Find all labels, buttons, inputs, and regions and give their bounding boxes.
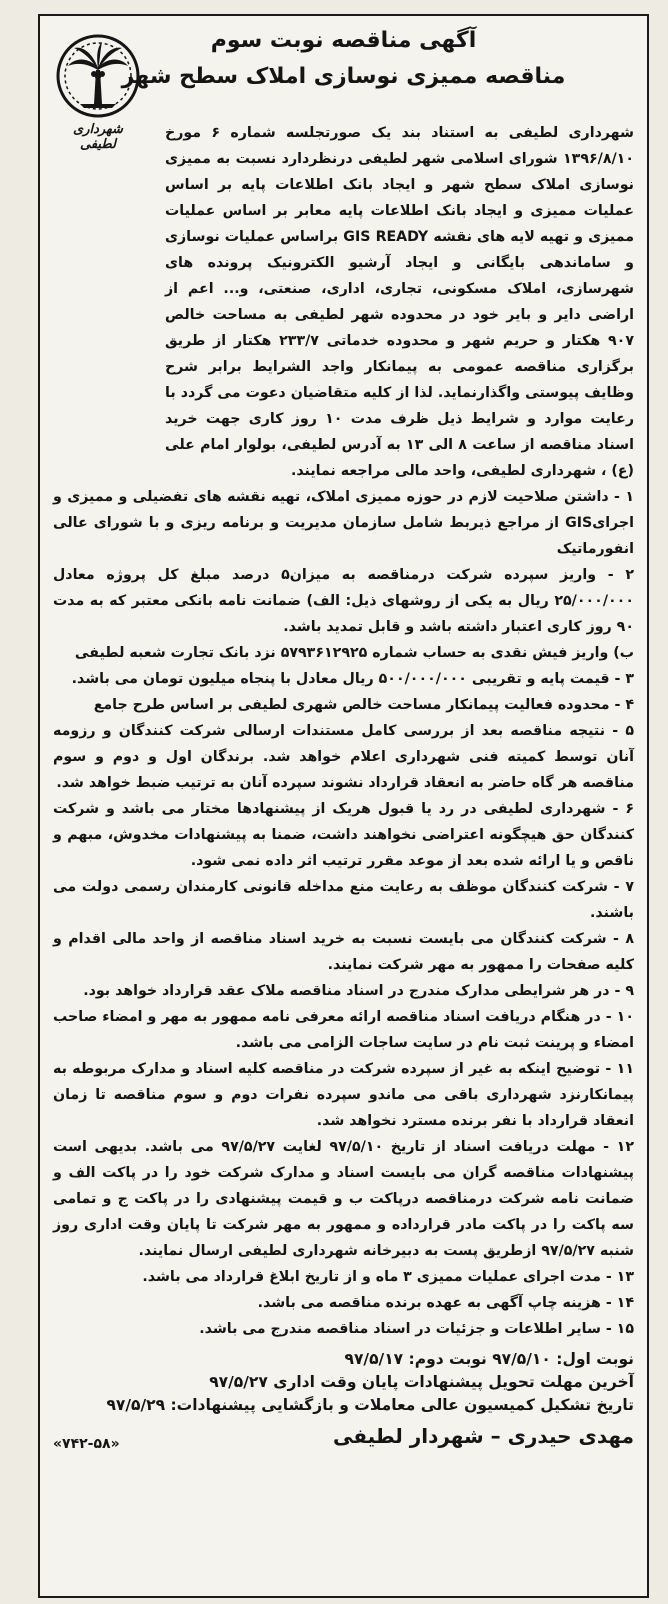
conditions-list: [53, 484, 634, 1342]
notice-title: آگهی مناقصه نوبت سوم: [210, 28, 477, 53]
condition-item: ۹ - در هر شرایطی مدارک مندرج در اسناد مناقصه ملاک عقد قرارداد خواهد بود.: [83, 983, 634, 999]
condition-item: ۱۱ - توضیح اینکه به غیر از سپرده شرکت در مناقصه کلیه اسناد و مدارک مربوطه به پیمانکارنزد شهرداری باقی می ماندو سپرده نفرات دوم و سوم مناقصه تا زمان انعقاد قرارداد با نفر برنده مسترد نخواهد شد.: [53, 1061, 634, 1129]
condition-item: ۶ - شهرداری لطیفی در رد یا قبول هریک از پیشنهادها مختار می باشد و شرکت کنندگان حق هیچگونه اعتراضی نخواهند داشت، ضمنا به پیشنهادات مخدوش، مبهم و ناقص و یا ارائه شده بعد از موعد مقرر ترتیب اثر داده نمی شود.: [53, 801, 634, 869]
condition-item: ۱ - داشتن صلاحیت لازم در حوزه ممیزی املاک، تهیه نقشه های تفضیلی و ممیزی و اجرایGIS از مراجع ذیربط شامل سازمان مدیریت و برنامه ریزی و با شورای عالی انفورماتیک: [53, 489, 634, 557]
condition-item: ۴ - محدوده فعالیت پیمانکار مساحت خالص شهری لطیفی بر اساس طرح جامع: [93, 697, 634, 713]
commission-date: تاریخ تشکیل کمیسیون عالی معاملات و بازگشایی پیشنهادات: ۹۷/۵/۲۹: [106, 1396, 634, 1414]
condition-item: ۱۳ - مدت اجرای عملیات ممیزی ۳ ماه و از تاریخ ابلاغ قرارداد می باشد.: [142, 1269, 634, 1285]
mayor-signature: مهدی حیدری – شهردار لطیفی: [332, 1424, 634, 1448]
submission-deadline: آخرین مهلت تحویل پیشنهادات پایان وقت اداری ۹۷/۵/۲۷: [209, 1373, 634, 1391]
condition-item: ۱۰ - در هنگام دریافت اسناد مناقصه ارائه معرفی نامه ممهور به مهر و امضاء صاحب امضاء و پرینت ثبت نام در سایت ساجات الزامی می باشد.: [53, 1009, 634, 1051]
palm-tree-emblem-icon: [54, 32, 142, 120]
intro-paragraph: شهرداری لطیفی به استناد بند یک صورتجلسه شماره ۶ مورخ ۱۳۹۶/۸/۱۰ شورای اسلامی شهر لطیفی درنظردارد نسبت به ممیزی نوسازی املاک سطح شهر و ایجاد بانک اطلاعات پایه بر اساس عملیات ممیزی و ایجاد بانک اطلاعات پایه معابر بر اساس عملیات ممیزی و تهیه لایه های نقشه GIS READY براساس عملیات نوسازی و ساماندهی بایگانی و ایجاد آرشیو الکترونیک پرونده های شهرسازی، املاک مسکونی، تجاری، اداری، صنعتی، و... اعم از اراضی دایر و بایر خود در محدوده شهر لطیفی به مساحت خالص ۹۰۷ هکتار و حریم شهر و محدوده خدماتی ۲۳۳/۷ هکتار از طریق برگزاری مناقصه عمومی به پیمانکار واجد الشرایط برابر شرح وظایف پیوستی واگذارنماید. لذا از کلیه متقاضیان دعوت می گردد با رعایت موارد و شرایط ذیل ظرف مدت ۱۰ روز کاری جهت خرید اسناد مناقصه از ساعت ۸ الی ۱۳ به آدرس لطیفی، بولوار امام علی (ع) ، شهرداری لطیفی، واحد مالی مراجعه نمایند.: [165, 125, 635, 479]
signature-row: [53, 1423, 634, 1455]
ad-code: «۷۴۲-۵۸»: [53, 1436, 120, 1452]
condition-item: ۱۵ - سایر اطلاعات و جزئیات در اسناد مناقصه مندرج می باشد.: [199, 1321, 634, 1337]
condition-item: ۱۲ - مهلت دریافت اسناد از تاریخ ۹۷/۵/۱۰ لغایت ۹۷/۵/۲۷ می باشد. بدیهی است پیشنهادات مناقصه گران می بایست اسناد و مدارک شرکت خود را در پاکت الف و ضمانت نامه شرکت درمناقصه درپاکت ب و قیمت پیشنهادی را در پاکت ج و تمامی سه پاکت را در پاکت مادر قرارداده و ممهور به مهر شرکت تا پایان وقت اداری روز شنبه ۹۷/۵/۲۷ ازطریق پست به دبیرخانه شهرداری لطیفی ارسال نمایند.: [53, 1139, 634, 1259]
condition-item: ۳ - قیمت پایه و تقریبی ۵۰۰/۰۰۰/۰۰۰ ریال معادل با پنجاه میلیون تومان می باشد.: [71, 671, 634, 687]
notice-subtitle: مناقصه ممیزی نوسازی املاک سطح شهر: [121, 64, 566, 89]
condition-item: ۲ - واریز سپرده شرکت درمناقصه به میزان۵ درصد مبلغ کل پروژه معادل ۲۵/۰۰۰/۰۰۰ ریال به یکی از روشهای ذیل: الف) ضمانت نامه بانکی معتبر که به مدت ۹۰ روز کاری اعتبار داشته باشد و قابل تمدید باشد.: [53, 567, 634, 635]
notice-footer: [53, 1348, 634, 1417]
publication-turns: نوبت اول: ۹۷/۵/۱۰ نوبت دوم: ۹۷/۵/۱۷: [344, 1350, 634, 1368]
condition-item: ۷ - شرکت کنندگان موظف به رعایت منع مداخله قانونی کارمندان رسمی دولت می باشند.: [53, 879, 634, 921]
condition-item: ۱۴ - هزینه چاپ آگهی به عهده برنده مناقصه می باشد.: [257, 1295, 634, 1311]
condition-item: ۸ - شرکت کنندگان می بایست نسبت به خرید اسناد مناقصه از واحد مالی اقدام و کلیه صفحات را ممهور به مهر شرکت نمایند.: [53, 931, 634, 973]
notice-header: [40, 16, 647, 152]
notice-body: [53, 120, 634, 1455]
tender-notice: [40, 16, 647, 1596]
notice-frame: [38, 14, 649, 1598]
logo-caption: شهرداری لطیفی: [73, 122, 123, 152]
condition-item: ۵ - نتیجه مناقصه بعد از بررسی کامل مستندات ارسالی شرکت کنندگان و رزومه آنان توسط کمیته فنی شهرداری اعلام خواهد شد. برندگان اول و دوم و سوم مناقصه هر گاه حاضر به انعقاد قرارداد نشوند سپرده آنان به ترتیب ضبط خواهد شد.: [53, 723, 634, 791]
condition-item: ب) واریز فیش نقدی به حساب شماره ۵۷۹۳۶۱۲۹۲۵ نزد بانک تجارت شعبه لطیفی: [74, 645, 634, 661]
